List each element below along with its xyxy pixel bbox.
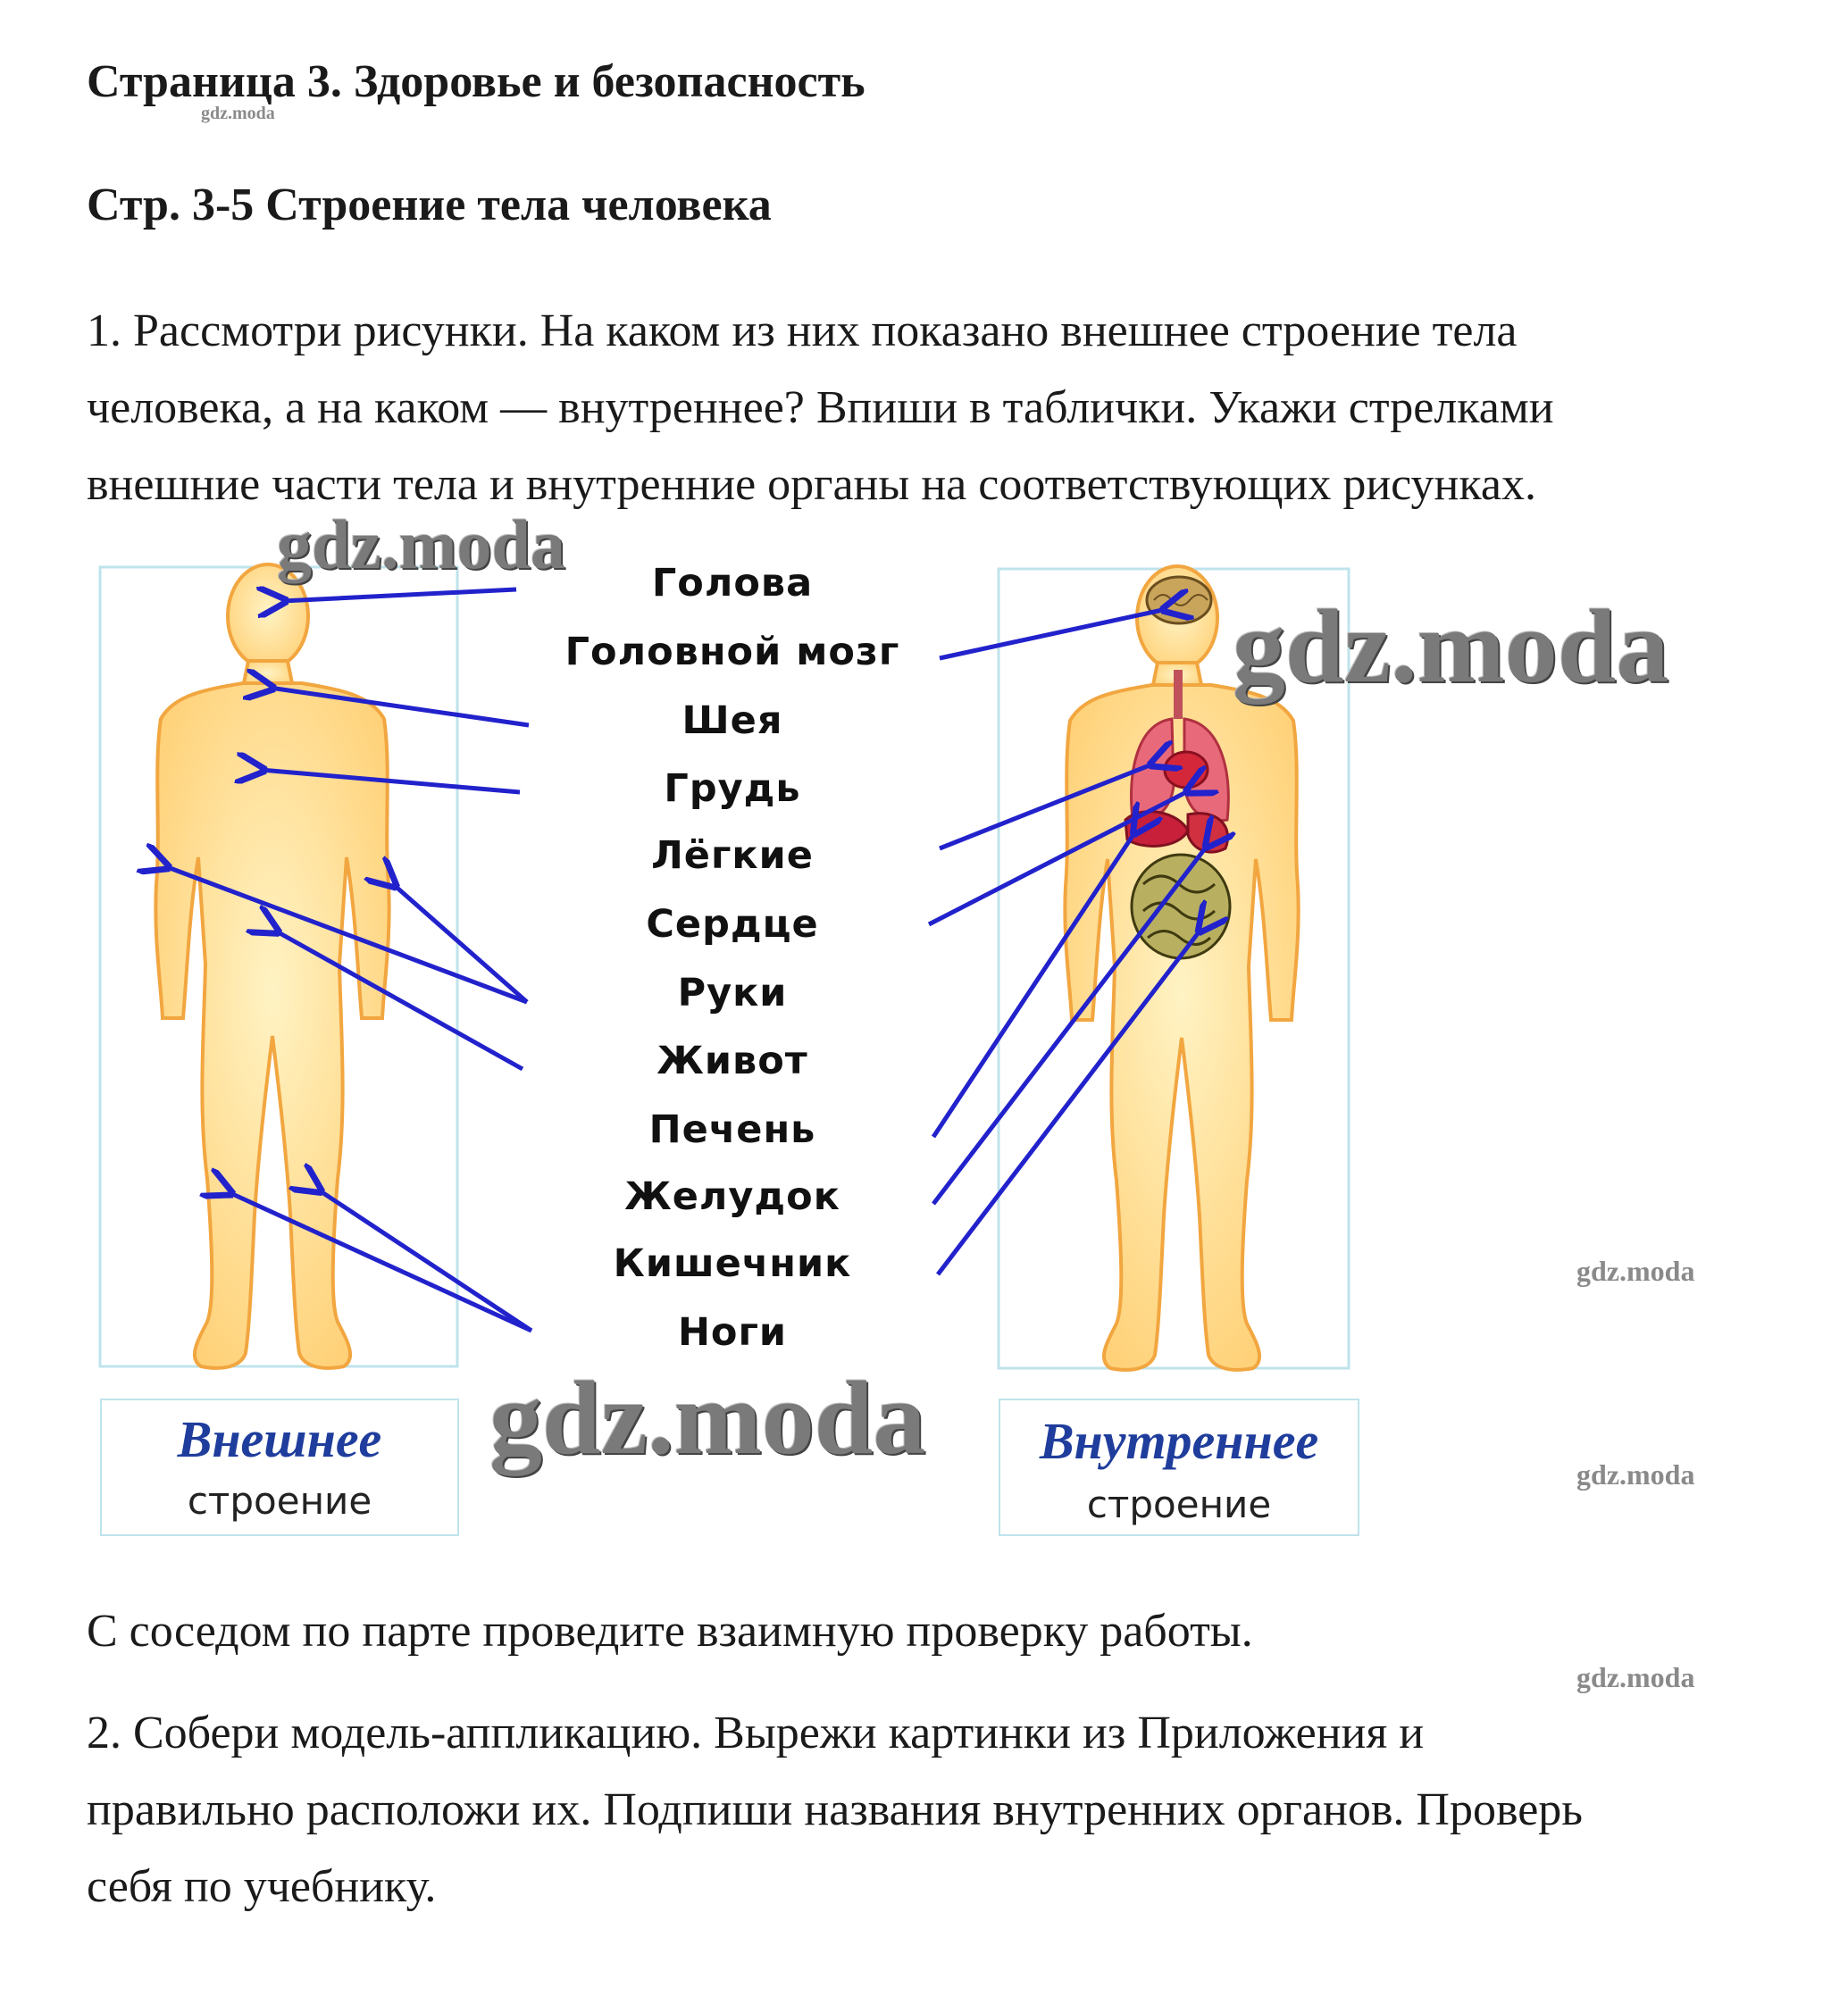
watermark: gdz.moda: [1576, 1661, 1695, 1693]
label-grud: Грудь: [664, 766, 801, 811]
label-golova: Голова: [651, 561, 814, 606]
body-structure-figure: [0, 505, 1848, 1563]
watermark: gdz.moda: [277, 505, 565, 583]
label-legkie: Лёгкие: [651, 833, 814, 878]
task-2-text: [87, 1695, 1583, 1925]
task-1-line: 1. Рассмотри рисунки. На каком из них показано внешнее строение тела: [87, 305, 1518, 356]
label-golovnoy-mozg: Головной мозг: [564, 630, 900, 674]
internal-caption-title: Внутреннее: [1039, 1412, 1319, 1470]
watermark: gdz.moda: [201, 104, 275, 123]
label-zheludok: Желудок: [624, 1174, 840, 1219]
label-nogi: Ноги: [677, 1310, 788, 1355]
label-sheya: Шея: [682, 698, 783, 743]
label-zhivot: Живот: [656, 1039, 808, 1083]
watermark: gdz.moda: [1233, 588, 1669, 705]
external-caption-subtitle: строение: [187, 1479, 372, 1523]
watermark: gdz.moda: [1576, 1458, 1695, 1491]
watermark: gdz.moda: [1576, 1255, 1695, 1287]
watermark: gdz.moda: [489, 1359, 926, 1476]
check-note: С соседом по парте проведите взаимную проверку работы.: [87, 1606, 1253, 1657]
label-kishechnik: Кишечник: [613, 1241, 852, 1286]
task-1-line: внешние части тела и внутренние органы на соответствующих рисунках.: [87, 459, 1536, 510]
external-caption-box: [100, 1399, 459, 1536]
page-title: Страница 3. Здоровье и безопасность: [87, 56, 865, 107]
external-caption-title: Внешнее: [177, 1410, 382, 1468]
internal-caption-subtitle: строение: [1086, 1483, 1272, 1526]
section-title: Стр. 3-5 Строение тела человека: [87, 180, 772, 230]
internal-caption-box: [999, 1399, 1359, 1536]
label-pechen: Печень: [648, 1107, 816, 1152]
task-1-line: человека, а на каком — внутреннее? Впиши в таблички. Укажи стрелками: [87, 382, 1554, 433]
task-2-line: правильно расположи их. Подпиши названия внутренних органов. Проверь: [87, 1784, 1584, 1835]
task-2-line: себя по учебнику.: [87, 1861, 437, 1912]
label-serdce: Сердце: [646, 902, 819, 947]
task-1-text: [87, 293, 1554, 523]
label-ruki: Руки: [677, 971, 788, 1015]
task-2-line: 2. Собери модель-аппликацию. Вырежи картинки из Приложения и: [87, 1708, 1425, 1758]
